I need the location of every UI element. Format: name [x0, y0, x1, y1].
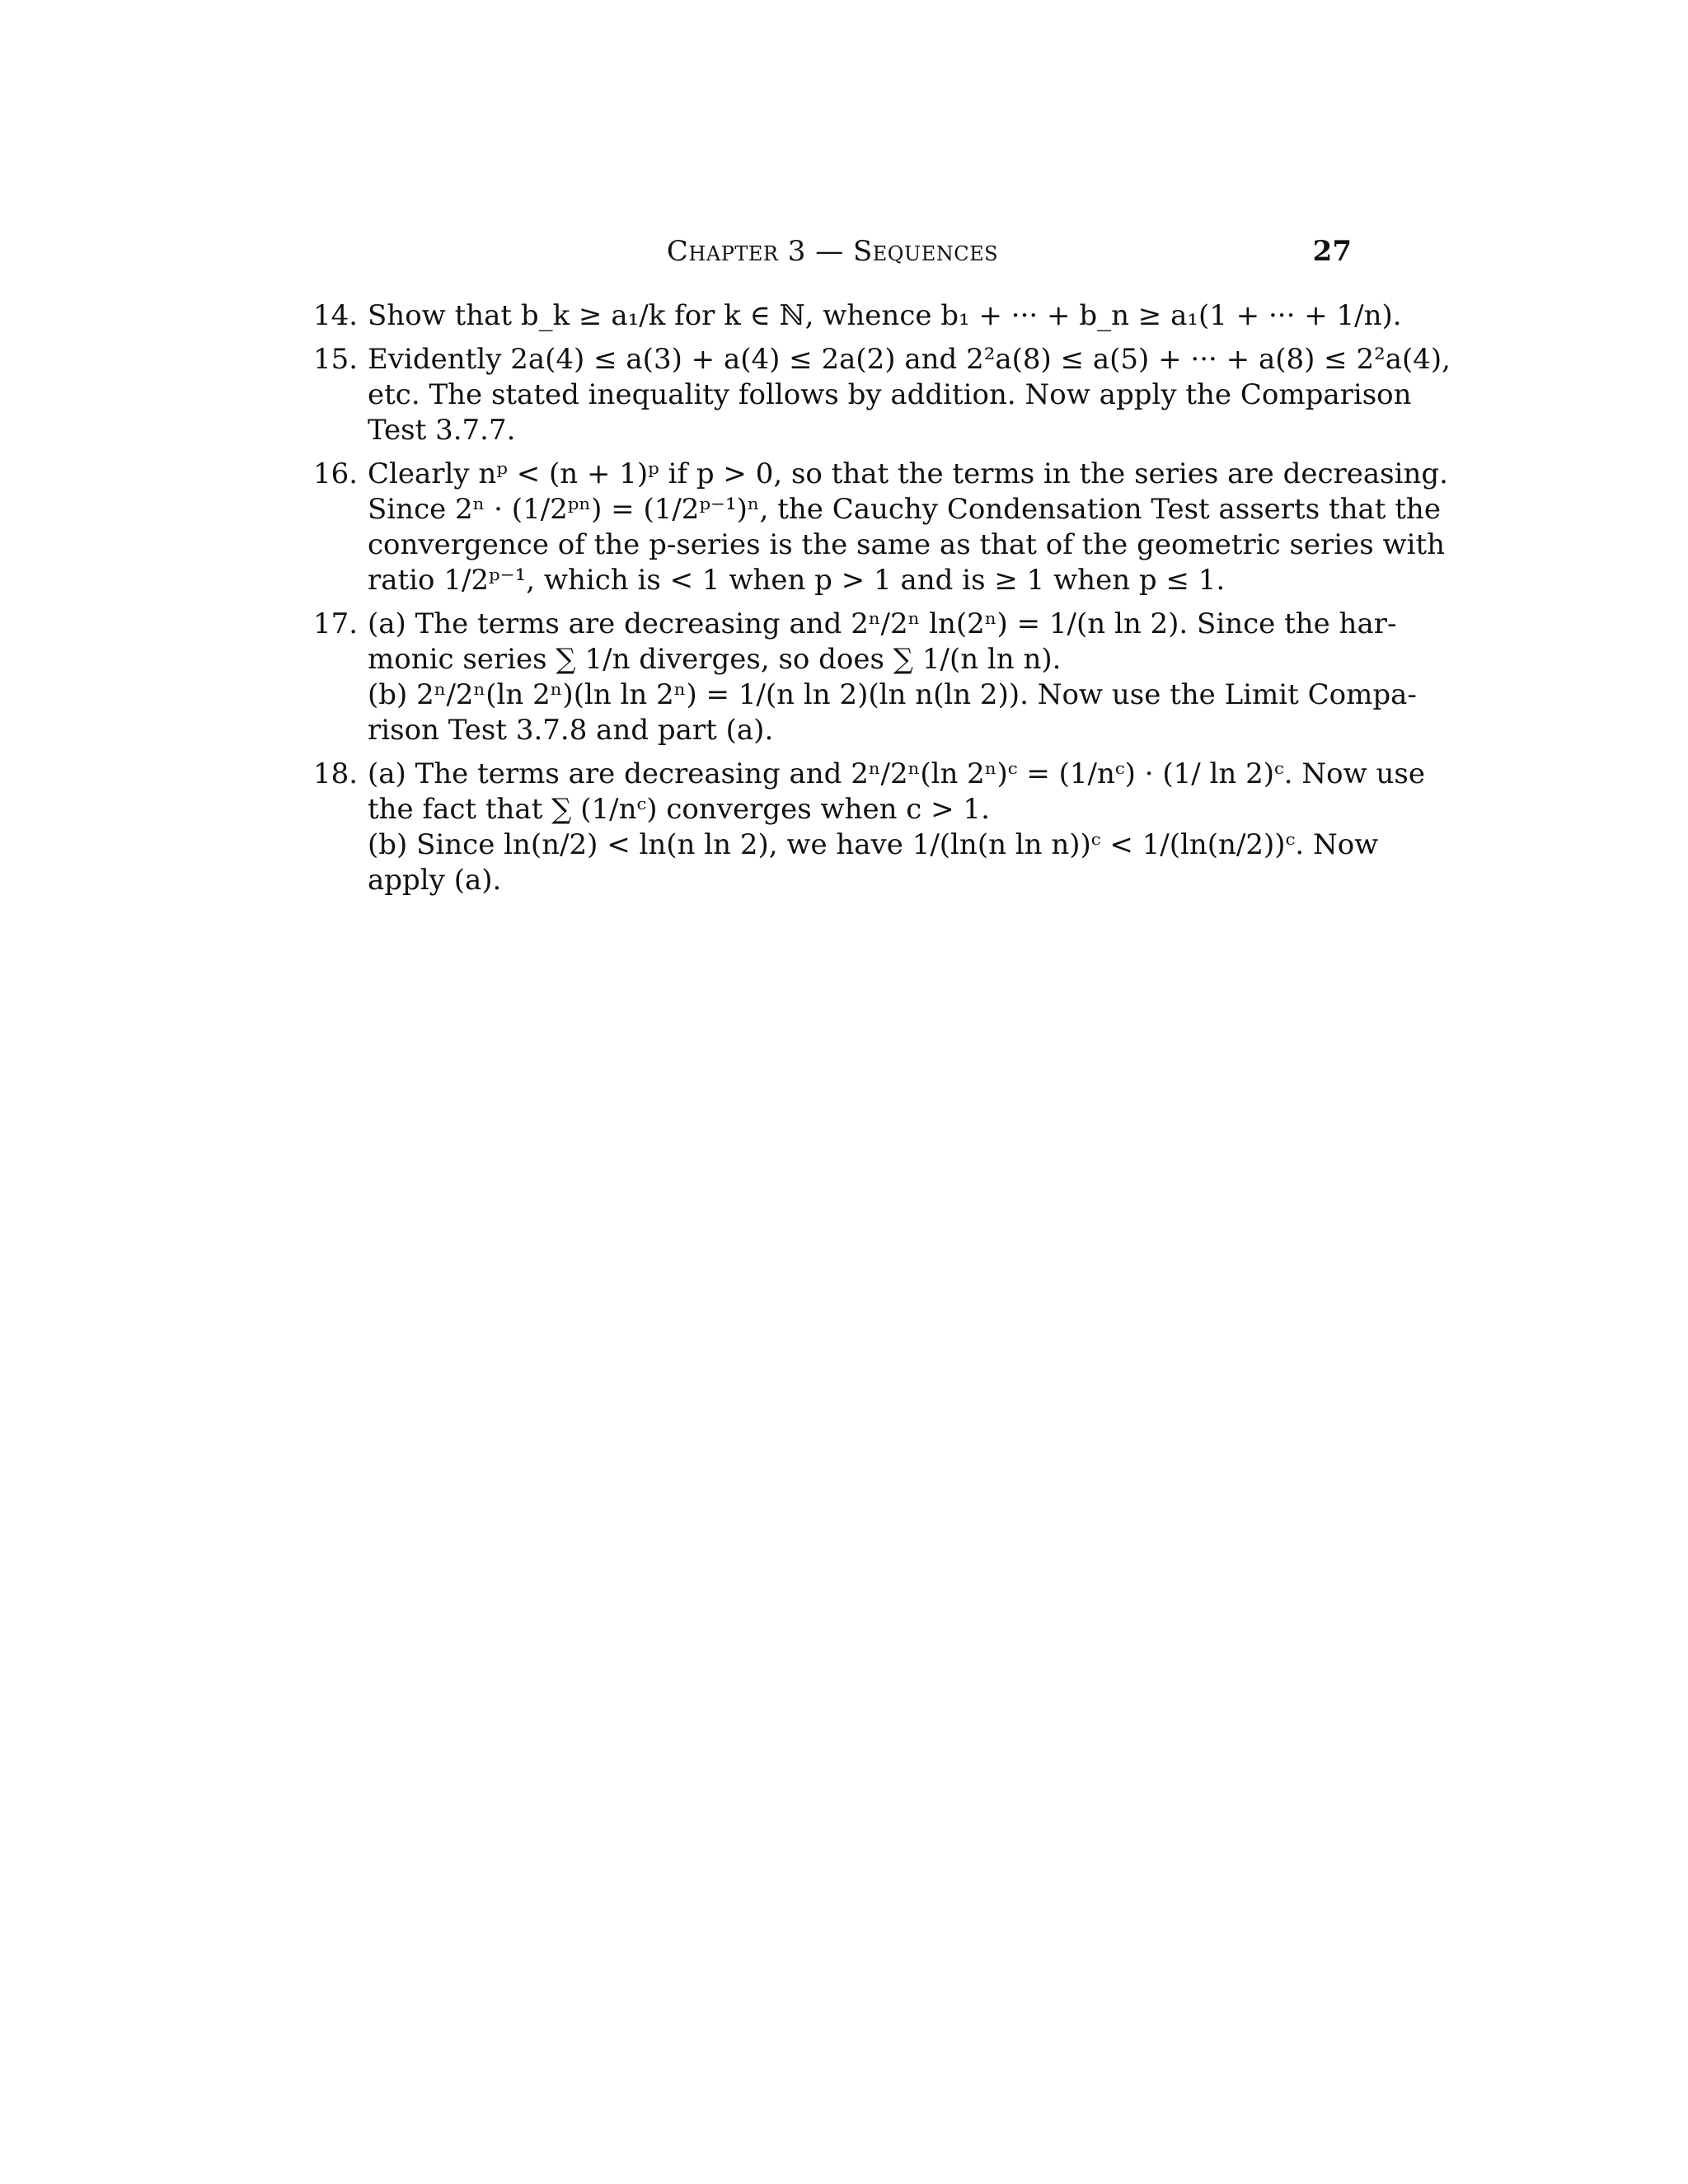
running-header	[313, 235, 1352, 274]
text-line: Since 2ⁿ · (1/2ᵖⁿ) = (1/2ᵖ⁻¹)ⁿ, the Cauchy Condensation Test asserts that the	[368, 493, 1441, 526]
item-number: 14.	[313, 299, 359, 332]
text-line: monic series ∑ 1/n diverges, so does ∑ 1/(n ln n).	[368, 643, 1062, 676]
solution-15	[313, 342, 1451, 448]
text-line: Test 3.7.7.	[368, 414, 516, 447]
solutions-list	[313, 298, 1451, 907]
solution-14	[313, 298, 1402, 334]
text-line: convergence of the p-series is the same as that of the geometric series with	[368, 528, 1446, 561]
solution-18	[313, 757, 1425, 898]
text-line: (a) The terms are decreasing and 2ⁿ/2ⁿ ln(2ⁿ) = 1/(n ln 2). Since the har-	[368, 607, 1397, 640]
solution-16	[313, 457, 1448, 598]
text-line: (a) The terms are decreasing and 2ⁿ/2ⁿ(ln 2ⁿ)ᶜ = (1/nᶜ) · (1/ ln 2)ᶜ. Now use	[368, 757, 1425, 790]
text-line: (b) 2ⁿ/2ⁿ(ln 2ⁿ)(ln ln 2ⁿ) = 1/(n ln 2)(ln n(ln 2)). Now use the Limit Compa-	[368, 678, 1417, 711]
page-number: 27	[1312, 235, 1352, 268]
item-number: 17.	[313, 607, 359, 640]
text-line: Evidently 2a(4) ≤ a(3) + a(4) ≤ 2a(2) and 2²a(8) ≤ a(5) + ··· + a(8) ≤ 2²a(4),	[368, 343, 1451, 376]
chapter-title: Chapter 3 — Sequences	[666, 235, 999, 268]
text-line: (b) Since ln(n/2) < ln(n ln 2), we have 1/(ln(n ln n))ᶜ < 1/(ln(n/2))ᶜ. Now	[368, 828, 1379, 861]
text-line: Show that b_k ≥ a₁/k for k ∈ ℕ, whence b₁ + ··· + b_n ≥ a₁(1 + ··· + 1/n).	[368, 299, 1402, 332]
text-line: apply (a).	[368, 864, 502, 897]
item-number: 16.	[313, 457, 359, 490]
text-line: ratio 1/2ᵖ⁻¹, which is < 1 when p > 1 and is ≥ 1 when p ≤ 1.	[368, 564, 1226, 597]
item-number: 18.	[313, 757, 359, 790]
text-line: rison Test 3.7.8 and part (a).	[368, 714, 774, 747]
item-number: 15.	[313, 343, 359, 376]
text-line: etc. The stated inequality follows by addition. Now apply the Comparison	[368, 378, 1412, 411]
text-line: Clearly nᵖ < (n + 1)ᵖ if p > 0, so that the terms in the series are decreasing.	[368, 457, 1448, 490]
text-line: the fact that ∑ (1/nᶜ) converges when c > 1.	[368, 793, 990, 826]
solution-17	[313, 607, 1417, 748]
